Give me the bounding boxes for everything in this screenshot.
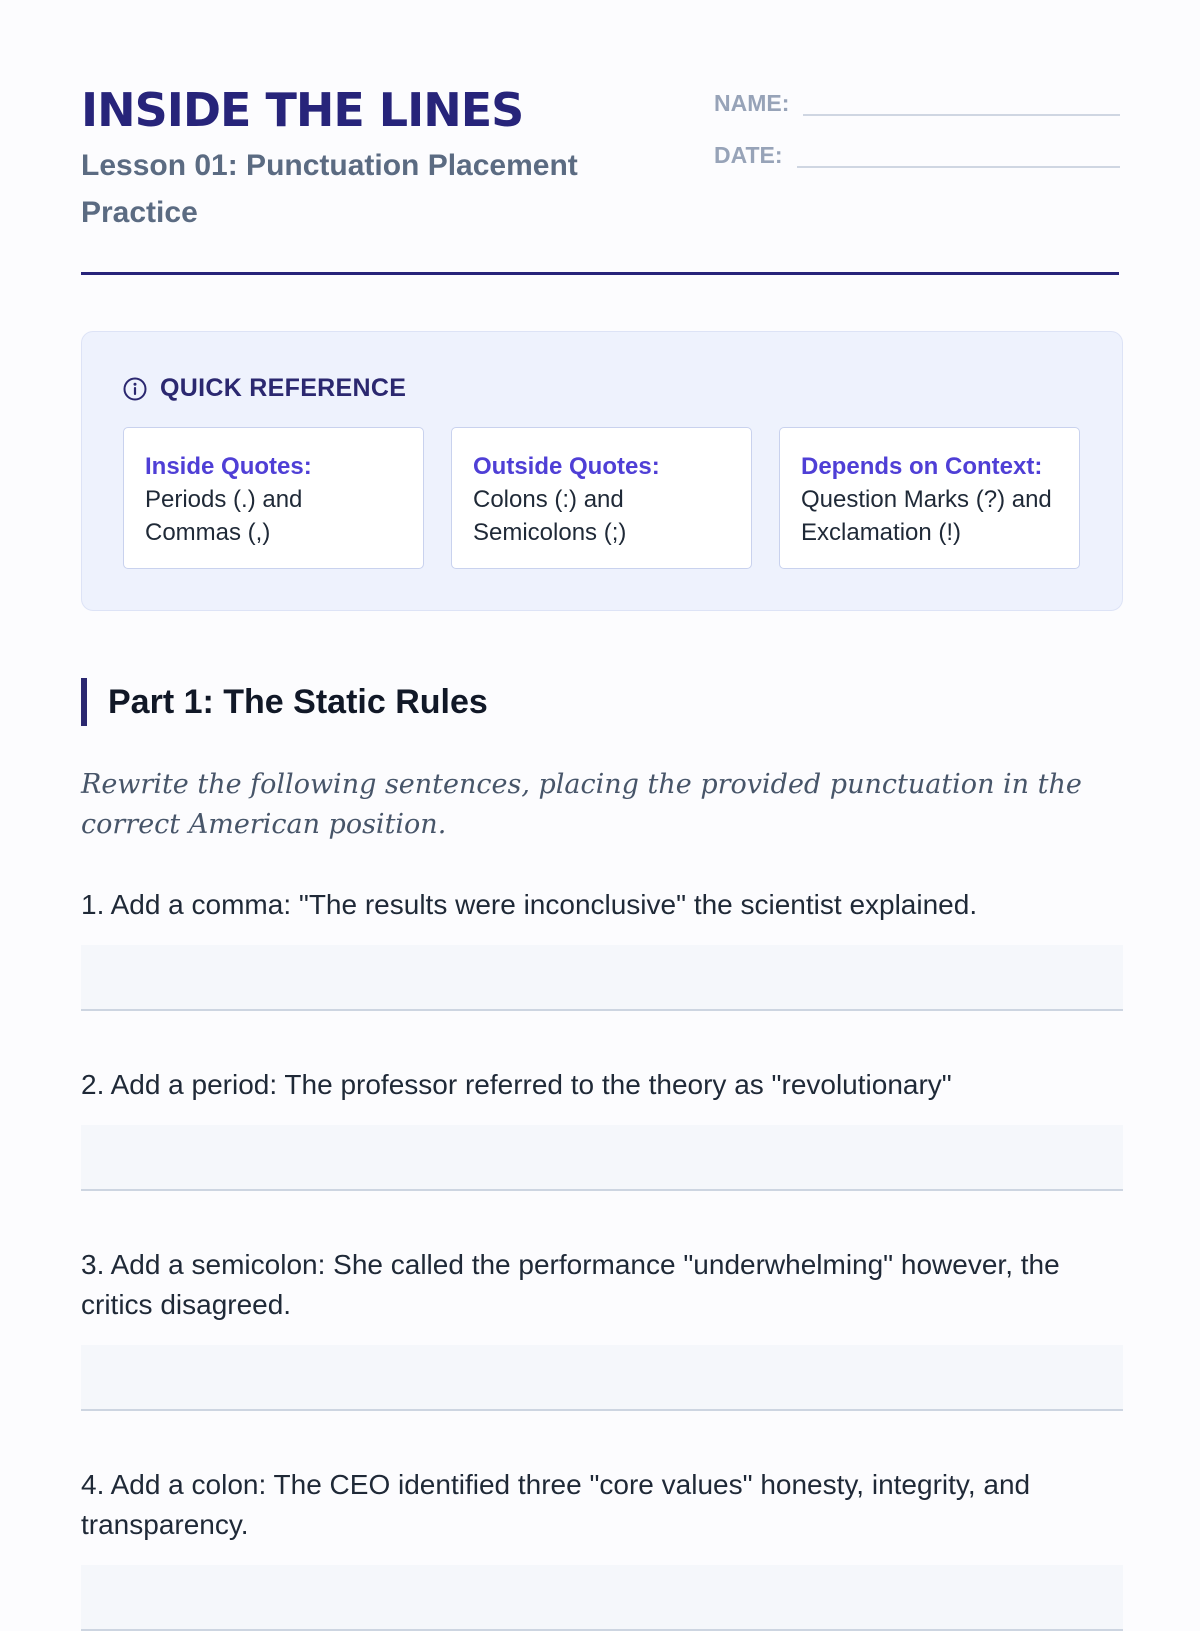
reference-card-title: Depends on Context: [801, 453, 1043, 480]
answer-field-1[interactable] [81, 945, 1123, 1011]
reference-card-title: Inside Quotes: [145, 453, 312, 480]
answer-field-3[interactable] [81, 1345, 1123, 1411]
info-circle-icon [122, 376, 148, 402]
quick-reference-title: QUICK REFERENCE [160, 374, 407, 402]
question-3: 3. Add a semicolon: She called the performance "underwhelming" however, the critics disagreed. [81, 1249, 1060, 1320]
worksheet-header [81, 0, 1119, 276]
quick-reference-panel [81, 331, 1123, 611]
student-info [714, 84, 1120, 188]
part-1-instructions: Rewrite the following sentences, placing the provided punctuation in the correct American position. [81, 769, 1082, 840]
section-accent-bar [81, 678, 87, 726]
reference-card-inside [123, 427, 424, 569]
name-row [714, 84, 1120, 120]
part-1-title: Part 1: The Static Rules [108, 682, 488, 721]
part-1-heading [81, 678, 488, 726]
answer-field-2[interactable] [81, 1125, 1123, 1191]
name-field[interactable] [803, 113, 1120, 116]
question-4: 4. Add a colon: The CEO identified three "core values" honesty, integrity, and transparency. [81, 1469, 1031, 1540]
worksheet-title: INSIDE THE LINES [81, 83, 524, 137]
quick-reference-cards [123, 427, 1080, 569]
answer-field-4[interactable] [81, 1565, 1123, 1631]
quick-reference-heading [122, 374, 406, 403]
reference-card-outside [451, 427, 752, 569]
reference-card-text: Colons (:) and Semicolons (;) [473, 486, 627, 546]
reference-card-title: Outside Quotes: [473, 453, 660, 480]
reference-card-text: Question Marks (?) and Exclamation (!) [801, 486, 1052, 546]
reference-card-text: Periods (.) and Commas (,) [145, 486, 303, 546]
question-2: 2. Add a period: The professor referred to the theory as "revolutionary" [81, 1069, 952, 1100]
lesson-subtitle: Lesson 01: Punctuation Placement Practice [81, 149, 578, 229]
header-divider [81, 272, 1119, 275]
name-label: NAME: [714, 90, 790, 116]
date-field[interactable] [797, 165, 1120, 168]
question-1: 1. Add a comma: "The results were inconclusive" the scientist explained. [81, 889, 978, 920]
reference-card-context [779, 427, 1080, 569]
date-row [714, 136, 1120, 172]
date-label: DATE: [714, 142, 783, 168]
